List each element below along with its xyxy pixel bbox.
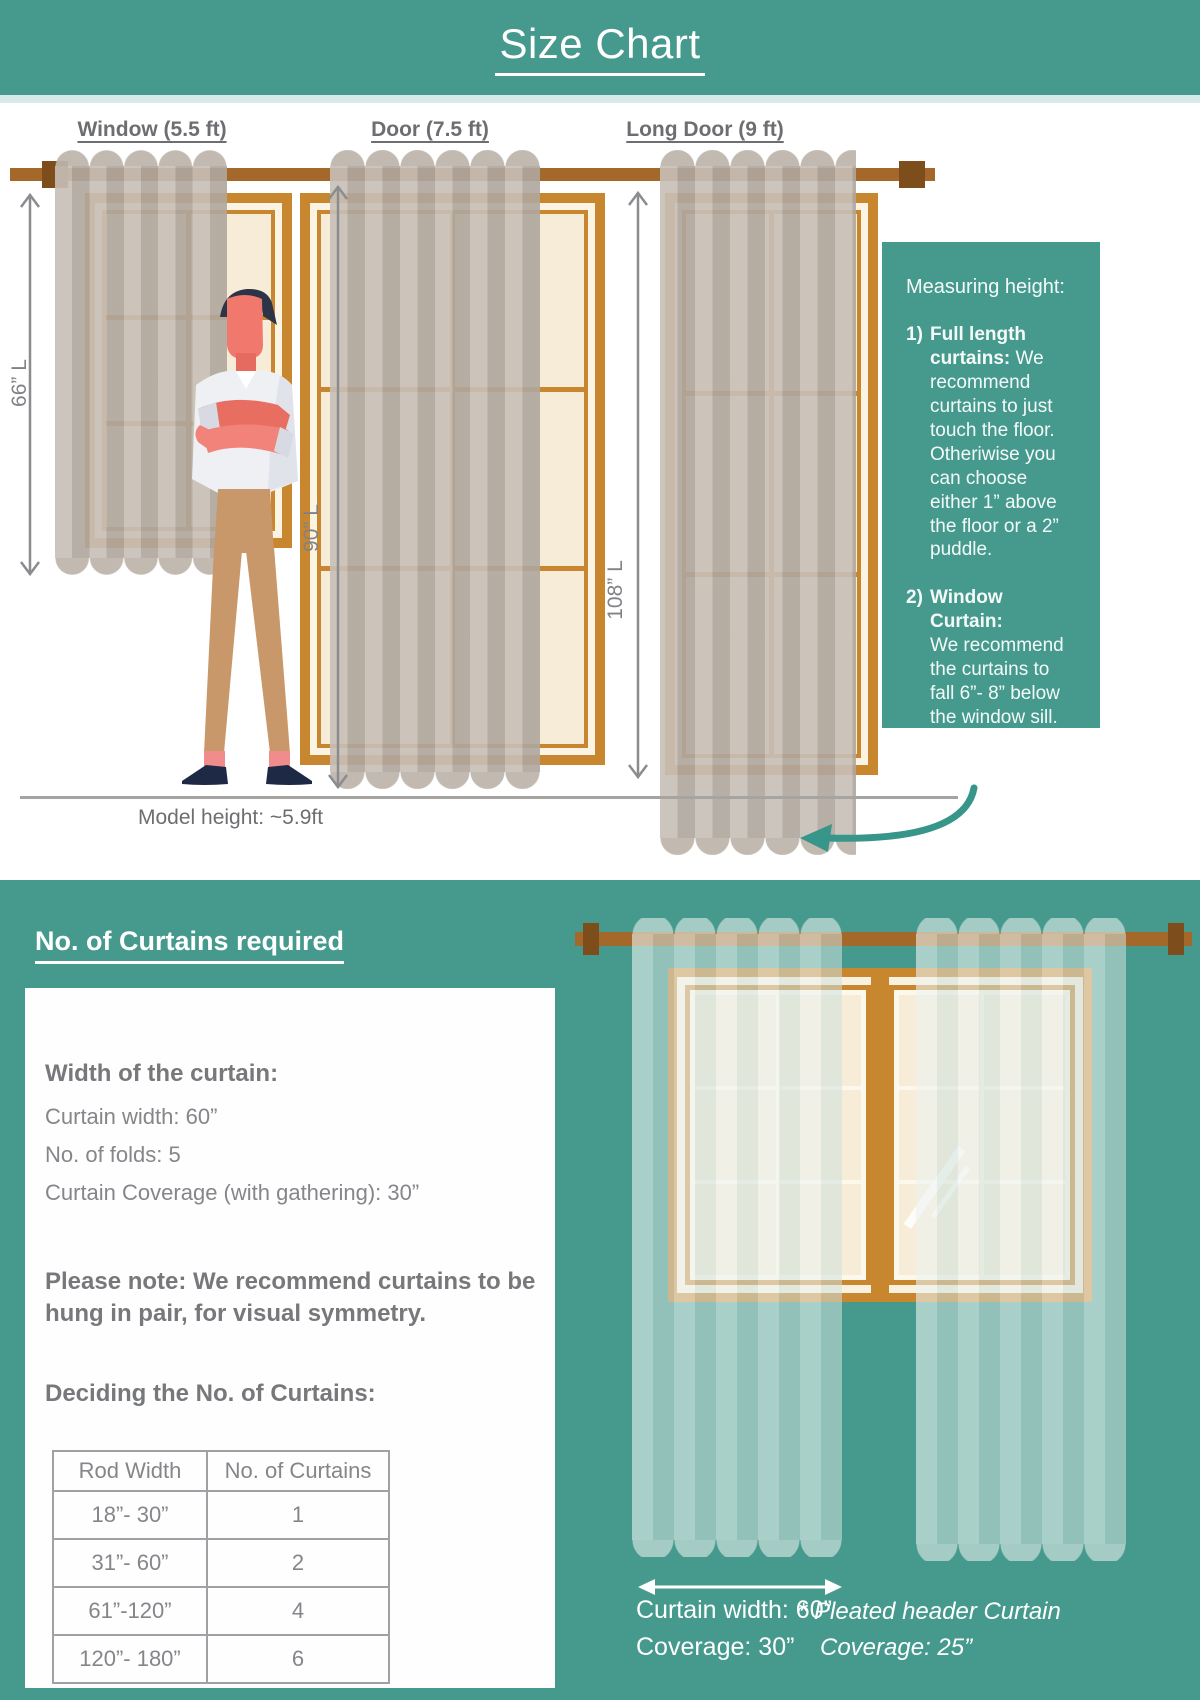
curtain-long-door-108in <box>660 166 856 838</box>
rod-finial-right <box>899 161 925 188</box>
model-height-caption: Model height: ~5.9ft <box>138 806 324 829</box>
curtain-door-90in <box>330 166 540 772</box>
window-center-post <box>871 977 889 1293</box>
coverage-caption: Coverage: 30” <box>636 1633 795 1661</box>
table-row: 18”- 30” 1 <box>53 1491 389 1539</box>
table-row: 61”-120” 4 <box>53 1587 389 1635</box>
table-row: 31”- 60” 2 <box>53 1539 389 1587</box>
measure-label-66: 66” L <box>8 359 31 407</box>
table-header-no-curtains: No. of Curtains <box>207 1451 389 1491</box>
page-title: Size Chart <box>495 20 704 76</box>
pleated-note-line1: * Pleated header Curtain <box>798 1598 1061 1625</box>
curtains-table <box>52 1450 390 1684</box>
table-header-rod-width: Rod Width <box>53 1451 207 1491</box>
spec-coverage: Curtain Coverage (with gathering): 30” <box>45 1180 420 1205</box>
measure-label-108: 108” L <box>604 560 627 620</box>
sheer-curtain-left <box>632 934 842 1540</box>
info-card <box>25 988 555 1688</box>
curved-arrow-icon <box>792 780 987 865</box>
note-text: Please note: We recommend curtains to be hung in pair, for visual symmetry. <box>45 1268 536 1327</box>
info-item-1: 1) Full length curtains: We recommend curtains to just touch the floor. Otheriwise you can choose either 1” above the floor or a 2” puddle. <box>906 324 1059 561</box>
column-label-door: Door (7.5 ft) <box>371 118 489 141</box>
info-item-2: 2) Window Curtain: We recommend the curtains to fall 6”- 8” below the window sill. <box>906 587 1064 729</box>
sheer-curtain-right <box>916 934 1126 1544</box>
width-caption: Curtain width: 60” <box>636 1596 832 1624</box>
column-label-long-door: Long Door (9 ft) <box>626 118 784 141</box>
column-label-window: Window (5.5 ft) <box>77 118 227 141</box>
measure-arrow-90 <box>326 184 350 790</box>
header-divider <box>0 95 1200 103</box>
table-title: Deciding the No. of Curtains: <box>45 1380 376 1407</box>
rod-2-finial-left <box>583 923 599 955</box>
table-row: 120”- 180” 6 <box>53 1635 389 1683</box>
rod-2-finial-right <box>1168 923 1184 955</box>
measure-label-90: 90” L <box>300 504 323 552</box>
pleated-note-line2: Coverage: 25” <box>820 1634 973 1661</box>
width-arrow <box>638 1576 842 1598</box>
model-figure <box>150 283 320 798</box>
width-title: Width of the curtain: <box>45 1060 279 1087</box>
measuring-height-box <box>882 242 1100 728</box>
info-box-title: Measuring height: <box>906 276 1065 298</box>
measure-arrow-108 <box>626 190 650 780</box>
spec-curtain-width: Curtain width: 60” <box>45 1104 218 1129</box>
spec-folds: No. of folds: 5 <box>45 1142 181 1167</box>
page-header <box>0 0 1200 95</box>
curtains-required-heading: No. of Curtains required <box>35 926 344 964</box>
